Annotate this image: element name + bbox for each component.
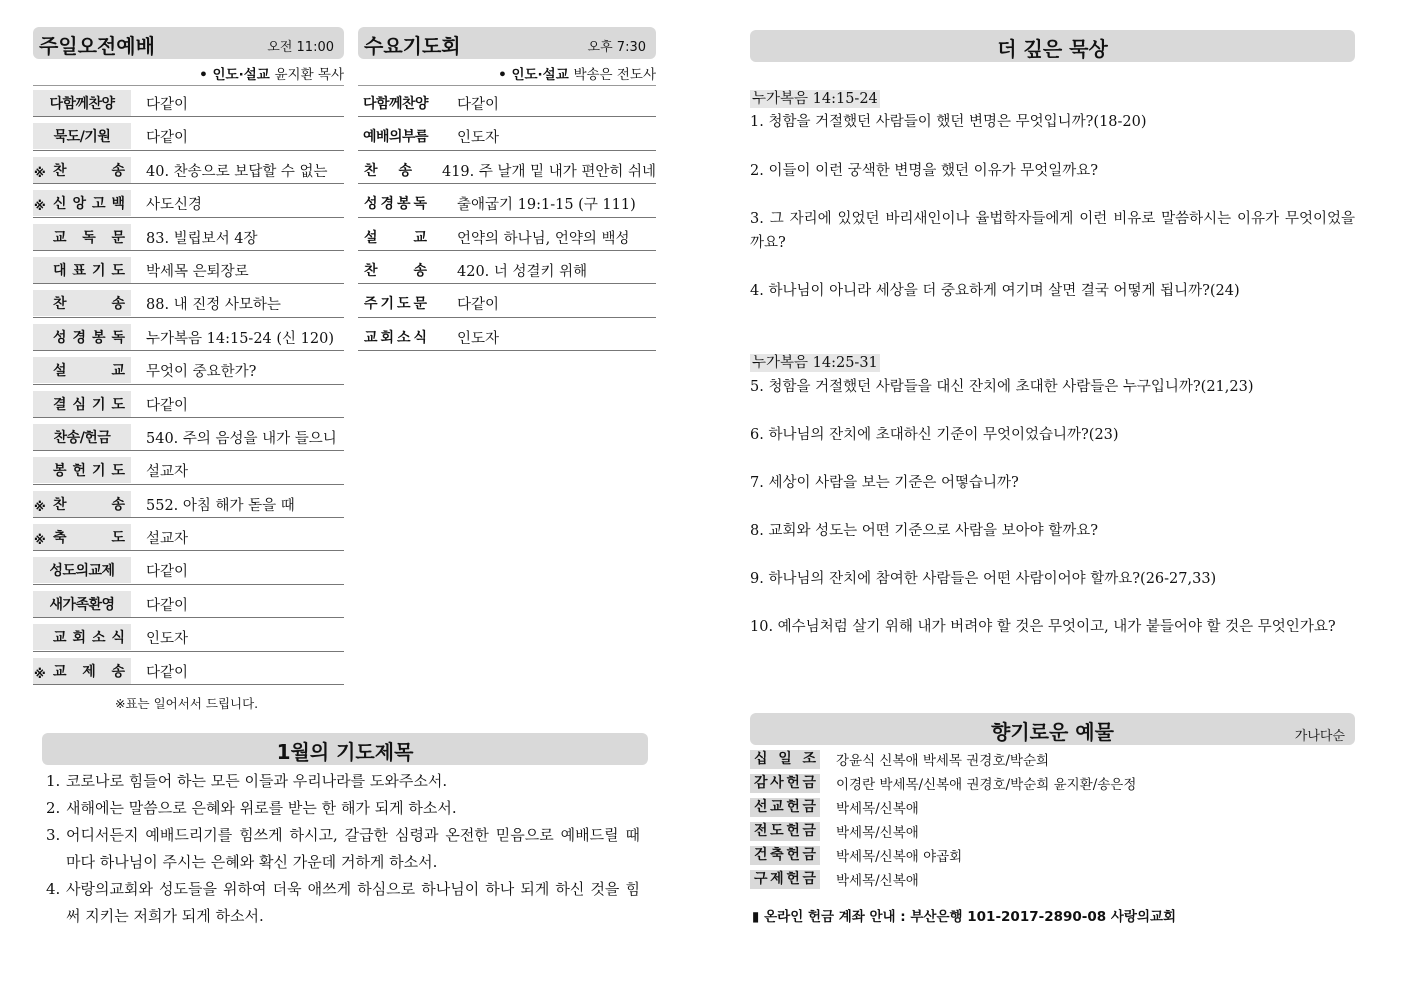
offering-row [750, 795, 1136, 819]
question-5: 5. 청함을 거절했던 사람들을 대신 잔치에 초대한 사람들은 누구입니까?(21,23) [750, 379, 1254, 395]
standing-mark: ※ [34, 165, 46, 180]
order-item-label: 설 교 [364, 229, 427, 246]
prayer-item [46, 876, 640, 930]
offering-type-label: 선 교 헌 금 [750, 798, 820, 817]
order-item-value: 83. 빌립보서 4장 [146, 230, 258, 247]
standing-note: ※표는 일어서서 드립니다. [115, 696, 259, 711]
order-row [358, 218, 656, 251]
offering-header [750, 713, 1355, 745]
order-item-label: 교 회 소 식 [33, 624, 131, 650]
order-item-label: 성 경 봉 독 [364, 196, 427, 213]
order-row [33, 117, 344, 150]
prayer-item-text: 새해에는 말씀으로 은혜와 위로를 받는 한 해가 되게 하소서. [66, 799, 457, 817]
order-item-value: 설교자 [146, 464, 189, 481]
order-item-label: 교 독 문 [33, 224, 131, 250]
order-row [33, 251, 344, 284]
offering-type-label: 건 축 헌 금 [750, 846, 820, 865]
question-8: 8. 교회와 성도는 어떤 기준으로 사람을 보아야 할까요? [750, 523, 1099, 539]
order-row [33, 151, 344, 184]
order-row [358, 117, 656, 150]
order-item-value: 출애굽기 19:1-15 (구 111) [457, 197, 636, 214]
order-item-label: 설 교 [33, 357, 131, 383]
prayer-item [46, 795, 640, 822]
order-row [33, 618, 344, 651]
online-offering-account: ▮ 온라인 헌금 계좌 안내 : 부산은행 101-2017-2890-08 사랑의교회 [752, 909, 1177, 925]
order-item-label: 찬 송 [33, 491, 131, 517]
order-item-label: 다함께찬양 [33, 90, 131, 116]
order-row [33, 184, 344, 217]
question-10: 10. 예수님처럼 살기 위해 내가 버려야 할 것은 무엇이고, 내가 붙들어야 할 것은 무엇인가요? [750, 619, 1336, 635]
meditation-header [750, 30, 1355, 62]
prayer-item-number: 3. [46, 826, 61, 844]
order-item-value: 박세목 은퇴장로 [146, 263, 249, 280]
wednesday-service-time: 오후 7:30 [587, 40, 646, 55]
offering-row [750, 819, 1136, 843]
order-item-label: 묵도/기원 [33, 123, 131, 149]
offering-type-label: 구 제 헌 금 [750, 870, 820, 889]
offering-givers: 박세목/신복애 [836, 801, 919, 817]
order-item-label: 예배의부름 [362, 129, 429, 146]
order-item-value: 인도자 [457, 130, 500, 147]
order-row [33, 451, 344, 484]
order-row [33, 318, 344, 351]
sunday-service-time: 오전 11:00 [267, 40, 334, 55]
offering-list [750, 747, 1136, 891]
order-item-label: 새가족환영 [33, 591, 131, 617]
question-1: 1. 청함을 거절했던 사람들이 했던 변명은 무엇입니까?(18-20) [750, 114, 1147, 130]
order-row [33, 485, 344, 518]
order-item-label: 주 기 도 문 [364, 296, 427, 313]
order-item-value: 다같이 [146, 397, 189, 414]
meditation-questions [750, 90, 1355, 670]
order-row [358, 184, 656, 217]
scripture-section-2: 누가복음 14:25-31 [752, 355, 878, 371]
order-item-label: 성도의교제 [33, 557, 131, 583]
question-6: 6. 하나님의 잔치에 초대하신 기준이 무엇이었습니까?(23) [750, 427, 1119, 443]
order-item-value: 인도자 [457, 330, 500, 347]
order-item-label: 다함께찬양 [362, 96, 429, 112]
order-item-value: 다같이 [146, 130, 189, 147]
offering-givers: 강윤식 신복애 박세목 권경호/박순희 [836, 753, 1050, 769]
offering-row [750, 867, 1136, 891]
prayer-header [42, 733, 648, 765]
offering-row [750, 747, 1136, 771]
order-item-label: 찬 송 [364, 262, 427, 279]
order-item-value: 다같이 [146, 597, 189, 614]
wednesday-leader-name: 박송은 전도사 [573, 67, 656, 83]
order-item-label: 성 경 봉 독 [33, 324, 131, 350]
order-item-value: 다같이 [457, 97, 500, 113]
order-item-value: 무엇이 중요한가? [146, 364, 257, 381]
order-row [358, 318, 656, 351]
offering-givers: 박세목/신복애 야곱회 [836, 849, 963, 865]
order-item-value: 다같이 [146, 564, 189, 581]
order-row [33, 284, 344, 317]
sunday-leader-label: • 인도·설교 [199, 67, 270, 83]
sunday-service-header [33, 27, 344, 59]
prayer-list [46, 768, 640, 930]
offering-title: 향기로운 예물 [991, 720, 1114, 744]
prayer-item-number: 2. [46, 799, 61, 817]
offering-givers: 박세목/신복애 [836, 873, 919, 889]
order-item-value: 언약의 하나님, 언약의 백성 [457, 230, 630, 247]
prayer-item-text: 사랑의교회와 성도들을 위하여 더욱 애쓰게 하심으로 하나님이 하나 되게 하신 것을 힘써 지키는 저희가 되게 하소서. [66, 880, 640, 925]
order-item-value: 420. 너 성결키 위해 [457, 263, 588, 280]
order-row [33, 218, 344, 251]
order-row [33, 385, 344, 418]
offering-type-label: 십 일 조 [750, 750, 820, 769]
order-row [358, 84, 656, 117]
order-item-value: 설교자 [146, 531, 189, 548]
wednesday-service-header [358, 27, 656, 59]
order-item-value: 다같이 [146, 664, 189, 681]
order-item-value: 사도신경 [146, 197, 203, 214]
order-row [33, 418, 344, 451]
offering-type-label: 전 도 헌 금 [750, 822, 820, 841]
question-4: 4. 하나님이 아니라 세상을 더 중요하게 여기며 살면 결국 어떻게 됩니까?(24) [750, 283, 1240, 299]
question-9: 9. 하나님의 잔치에 참여한 사람들은 어떤 사람이어야 할까요?(26-27,33) [750, 571, 1217, 587]
offering-row [750, 843, 1136, 867]
order-row [33, 351, 344, 384]
order-item-label: 찬 송 [364, 162, 412, 179]
order-row [33, 84, 344, 117]
meditation-title: 더 깊은 묵상 [997, 37, 1108, 61]
order-item-value: 88. 내 진정 사모하는 [146, 297, 281, 314]
order-item-value: 인도자 [146, 631, 189, 648]
wednesday-leader [358, 63, 656, 86]
wednesday-leader-label: • 인도·설교 [498, 67, 569, 83]
standing-mark: ※ [34, 199, 46, 214]
order-item-label: 교 제 송 [33, 658, 131, 684]
order-row [33, 585, 344, 618]
offering-type-label: 감 사 헌 금 [750, 774, 820, 793]
order-item-label: 찬 송 [33, 157, 131, 183]
order-item-value: 누가복음 14:15-24 (신 120) [146, 330, 334, 347]
order-row [358, 284, 656, 317]
order-item-value: 419. 주 날개 밑 내가 편안히 쉬네 [441, 163, 656, 180]
order-item-value: 540. 주의 음성을 내가 들으니 [146, 430, 337, 447]
sunday-leader [33, 63, 344, 86]
standing-mark: ※ [34, 666, 46, 681]
order-row [33, 551, 344, 584]
scripture-section-1: 누가복음 14:15-24 [752, 91, 878, 107]
order-item-label: 찬 송 [33, 290, 131, 316]
prayer-item-text: 어디서든지 예배드리기를 힘쓰게 하시고, 갈급한 심령과 온전한 믿음으로 예배드릴 때 마다 하나님이 주시는 은혜와 확신 가운데 거하게 하소서. [66, 826, 640, 871]
offering-sort-order: 가나다순 [1294, 729, 1345, 744]
prayer-item-text: 코로나로 힘들어 하는 모든 이들과 우리나라를 도와주소서. [66, 772, 448, 790]
order-item-value: 다같이 [457, 297, 500, 314]
prayer-item-number: 1. [46, 772, 61, 790]
offering-givers: 박세목/신복애 [836, 825, 919, 841]
prayer-item-number: 4. [46, 880, 61, 898]
order-item-value: 다같이 [146, 97, 189, 113]
standing-mark: ※ [34, 499, 46, 514]
prayer-item [46, 822, 640, 876]
question-7: 7. 세상이 사람을 보는 기준은 어떻습니까? [750, 475, 1019, 491]
order-item-label: 축 도 [33, 524, 131, 550]
order-item-label: 교 회 소 식 [364, 329, 427, 346]
order-item-label: 찬송/헌금 [33, 424, 131, 450]
order-row [358, 151, 656, 184]
sunday-service-title: 주일오전예배 [39, 34, 155, 58]
question-2: 2. 이들이 이런 궁색한 변명을 했던 이유가 무엇일까요? [750, 163, 1099, 179]
offering-row [750, 771, 1136, 795]
offering-givers: 이경란 박세목/신복애 권경호/박순희 윤지환/송은정 [836, 777, 1137, 793]
order-row [358, 251, 656, 284]
prayer-title: 1월의 기도제목 [276, 740, 414, 764]
order-item-label: 결 심 기 도 [33, 391, 131, 417]
order-item-label: 봉 헌 기 도 [33, 457, 131, 483]
order-item-label: 신 앙 고 백 [33, 190, 131, 216]
order-item-value: 40. 찬송으로 보답할 수 없는 [146, 163, 328, 180]
wednesday-order-of-worship [358, 84, 656, 351]
prayer-item [46, 768, 640, 795]
order-item-value: 552. 아침 해가 돋을 때 [146, 497, 295, 514]
order-row [33, 518, 344, 551]
standing-mark: ※ [34, 533, 46, 548]
order-row [33, 652, 344, 685]
question-3: 3. 그 자리에 있었던 바리새인이나 율법학자들에게 이런 비유로 말씀하시는 이유가 무엇이었을까요? [750, 211, 1355, 251]
wednesday-service-title: 수요기도회 [364, 34, 461, 58]
sunday-leader-name: 윤지환 목사 [274, 67, 344, 83]
sunday-order-of-worship [33, 84, 344, 685]
order-item-label: 대 표 기 도 [33, 257, 131, 283]
